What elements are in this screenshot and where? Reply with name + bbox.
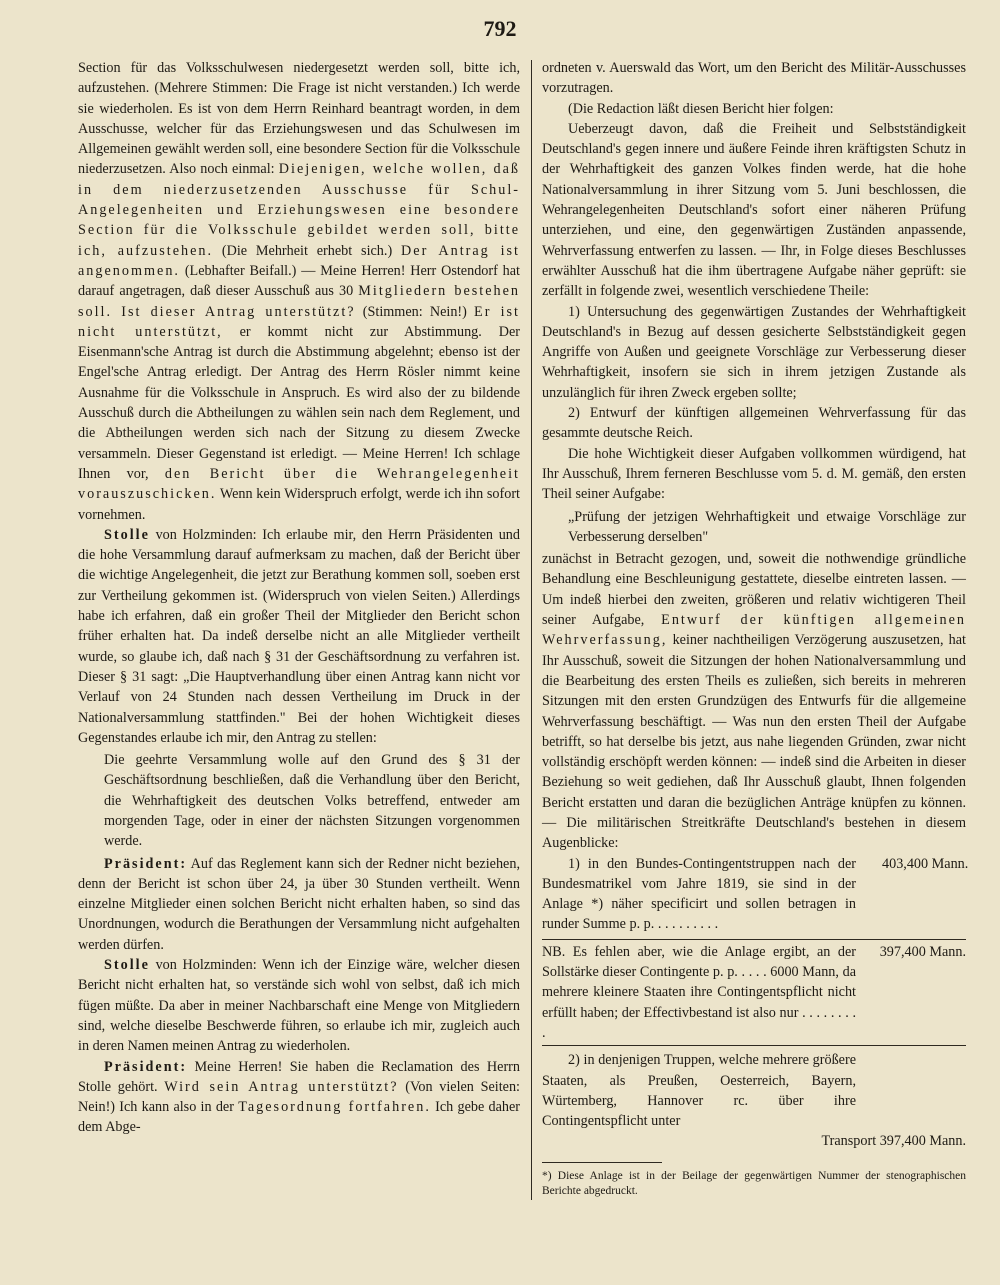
paragraph-auerswald: ordneten v. Auerswald das Wort, um den Bericht des Militär-Ausschusses vorzutragen.: [542, 60, 966, 97]
text-run: zunächst in Betracht gezogen, und, soweit die nothwendige gründliche Behandlung eine Beschleunigung gestattete, dieselbe eintreten lassen. — Um indeß hierbei den zweiten, größeren und relativ wichtigeren Theil seiner Aufgabe,: [542, 551, 966, 629]
spaced-text: Entwurf der künftigen allgemeinen Wehrverfassung,: [542, 612, 966, 649]
list-item-2: 2) Entwurf der künftigen allgemeinen Wehrverfassung für das gesammte deutsche Reich.: [542, 405, 966, 442]
text-run: Meine Herren! Sie haben die Reclamation des Herrn Stolle gehört.: [78, 1058, 520, 1095]
speaker-name: Stolle: [104, 526, 150, 543]
spaced-text: Diejenigen, welche wollen, daß in dem niederzusetzenden Ausschusse für Schul-Angelegenheiten und Erziehungswesen eine besondere Section für die Volksschule gebildet werden soll, bitte ich, aufzustehen.: [78, 161, 521, 259]
paragraph-president-1: [78, 854, 520, 955]
text-run: (Stimmen: Nein!): [355, 303, 475, 320]
motion-quote: Die geehrte Versammlung wolle auf den Grund des § 31 der Geschäftsordnung beschließen, daß die Verhandlung über den Bericht, die Wehrhaftigkeit des deutschen Volks betreffend, entweder am morgenden Tage, oder in einer der nächsten Sitzungen vorgenommen werde.: [104, 752, 520, 850]
paragraph-progress: [542, 549, 966, 853]
text-run: (Die Mehrheit erhebt sich.): [213, 242, 402, 259]
spaced-text: den Bericht über die Wehrangelegenheit vorauszuschicken.: [78, 465, 520, 503]
paragraph-redaction: (Die Redaction läßt diesen Bericht hier folgen:: [568, 100, 834, 117]
text-run: Wenn kein Widerspruch erfolgt, werde ich ihn sofort vornehmen.: [78, 486, 520, 523]
nb-text: NB. Es fehlen aber, wie die Anlage ergibt, an der Sollstärke dieser Contingente p. p. . . . . 6000 Mann, da mehrere kleinere Staaten ihre Contingentspflicht nicht erfüllt haben; der Effectivbestand ist also nur . . . . . . . . .: [542, 943, 856, 1041]
text-run: er kommt nicht zur Abstimmung. Der Eisenmann'sche Antrag ist durch die Abstimmung abgelehnt; ebenso ist der Engel'sche Antrag erledigt. Der Antrag des Herrn Rösler nimmt keine Ausnahme für die Volksschule in Anspruch. Es wird also der zu bildende Ausschuß durch die Abtheilungen zu wählen sein nach dem Reglement, und die Abtheilungen werden sich nach der Sitzung zu diesem Zwecke versammeln. Dieser Gegenstand ist erledigt. — Meine Herren! Ich schlage Ihnen vor,: [78, 323, 520, 482]
text-run: keiner nachtheiligen Verzögerung auszusetzen, hat Ihr Ausschuß, soweit die Sitzungen der hohen Nationalversammlung und die Bearbeitung des ersten Theils es zuließen, sich bereits in mehreren Sitzungen mit den ersten Grundzügen des Entwurfs für die allgemeine Wehrverfassung beschäftigt. — Was nun den ersten Theil der Aufgabe betrifft, so hat derselbe bis jetzt, aus nahe liegenden Gründen, zwar nicht vollständig erschöpft werden können: — indeß sind die Arbeiten in dieser Beziehung so weit gediehen, daß Ihr Ausschuß glaubt, Ihnen folgenden Bericht erstatten und daran die bezüglichen Anträge knüpfen zu können. — Die militärischen Streitkräfte Deutschland's bestehen in diesem Augenblicke:: [542, 632, 966, 852]
column-divider: [531, 60, 532, 1200]
left-column: [78, 58, 520, 1138]
paragraph-president-2: [78, 1057, 520, 1138]
paragraph-vote: [78, 58, 520, 525]
speaker-name: Stolle: [104, 957, 150, 974]
list-item-1: 1) Untersuchung des gegenwärtigen Zustandes der Wehrhaftigkeit Deutschland's in Bezug auf dessen gesicherte Selbstständigkeit gegen Angriffe von Außen und geeignete Vorschläge zur Verbesserung dieser Wehrhaftigkeit, insofern sie sich in ihrem jetzigen Zustande als unzulänglich für ihren Zweck ergeben sollte;: [542, 303, 966, 401]
paragraph-importance: Die hohe Wichtigkeit dieser Aufgaben vollkommen würdigend, hat Ihr Ausschuß, Ihrem ferneren Beschlusse vom 5. d. M. gemäß, den ersten Theil seiner Aufgabe:: [542, 445, 966, 503]
troop-value: 403,400 Mann.: [882, 855, 969, 872]
transport-line: Transport 397,400 Mann.: [821, 1133, 966, 1150]
text-run: (Von vielen Seiten: Nein!) Ich kann also in der: [78, 1078, 520, 1116]
spaced-text: Mitgliedern bestehen soll. Ist dieser Antrag unterstützt?: [78, 283, 520, 320]
spaced-text: Wird sein Antrag unterstützt?: [164, 1078, 399, 1095]
text-run: von Holzminden: Wenn ich der Einzige wäre, welcher diesen Bericht nicht erhalten hat, so verstände sich wohl von selbst, daß ich mich fügen müßte. Da aber in meiner Nachbarschaft eine Menge von Mitgliedern sind, welche dieselbe Beschwerde führen, so erlaube ich mir, zugleich auch in deren Namen meinen Antrag zu wiederholen.: [78, 957, 520, 1055]
paragraph-stolle-2: [78, 955, 520, 1056]
spaced-text: Tagesordnung fortfahren.: [238, 1099, 431, 1116]
footnote-rule: [542, 1162, 662, 1163]
paragraph-stolle-1: [78, 525, 520, 748]
nb-value: 397,400 Mann.: [879, 943, 966, 960]
paragraph-report-intro: Ueberzeugt davon, daß die Freiheit und Selbstständigkeit Deutschland's gegen innere und äußere Feinde ihren kräftigsten Schutz in der Wehrhaftigkeit des ganzen Volkes finden werde, hat die hohe Nationalversammlung in ihrer Sitzung vom 5. Juni beschlossen, die Wehrangelegenheiten Deutschland's sofort einer näheren Prüfung unterziehen, und eine, den gegenwärtigen Zuständen anpassende, Wehrverfassung entwerfen zu lassen. — Ihr, in Folge dieses Beschlusses erwählter Ausschuß hat die ihm übertragene Aufgabe näher geprüft: sie zerfällt in folgende zwei, wesentlich verschiedene Theile:: [542, 120, 966, 300]
text-run: von Holzminden: Ich erlaube mir, den Herrn Präsidenten und die hohe Versammlung darauf aufmerksam zu machen, daß der Bericht über die wichtige Angelegenheit, die jetzt zur Berathung kommen soll, soeben erst zur Vertheilung gekommen ist. (Widerspruch von vielen Seiten.) Allerdings habe ich erfahren, daß ein großer Theil der Mitglieder den Bericht schon früher erhalten hat. Da indeß derselbe nicht an alle Mitglieder vertheilt wurde, so glaube ich, daß nach § 31 der Geschäftsordnung zu verfahren ist. Dieser § 31 sagt: „Die Hauptverhandlung über einen Antrag kann nicht vor Verlauf von 24 Stunden nach dessen Vertheilung im Druck in der Nationalversammlung stattfinden." Bei der hohen Wichtigkeit dieses Gegenstandes erlaube ich mir, den Antrag zu stellen:: [78, 526, 520, 746]
troop-text: 2) in denjenigen Truppen, welche mehrere größere Staaten, als Preußen, Oesterreich, Bayern, Würtemberg, Hannover rc. über ihre Contingentspflicht unter: [542, 1052, 856, 1130]
troop-row-2: [542, 1050, 966, 1131]
page-number: 792: [483, 16, 517, 41]
text-run: Ich gebe daher dem Abge-: [78, 1099, 521, 1136]
speaker-name: Präsident:: [104, 855, 188, 872]
text-run: (Lebhafter Beifall.) — Meine Herren! Herr Ostendorf hat darauf angetragen, daß dieser Ausschuß aus 30: [78, 262, 520, 300]
troop-text: 1) in den Bundes-Contingentstruppen nach der Bundesmatrikel vom Jahre 1819, sie sind in der Anlage *) näher specificirt und sollen betragen in runder Summe p. p. . . . . . . . . .: [542, 855, 856, 933]
spaced-text: Der Antrag ist angenommen.: [78, 242, 520, 279]
nb-row: [542, 939, 966, 1046]
spaced-text: Er ist nicht unterstützt,: [78, 303, 520, 340]
text-run: Auf das Reglement kann sich der Redner nicht beziehen, denn der Bericht ist schon über 24, ja über 30 Stunden vertheilt. Wenn einzelne Mitglieder einen solchen Bericht nicht erhalten haben, so sind das Unordnungen, wodurch die Berathungen der Versammlung nicht aufgehalten werden dürfen.: [78, 855, 520, 953]
troop-row-1: [542, 854, 969, 935]
speaker-name: Präsident:: [104, 1058, 188, 1075]
task-quote: „Prüfung der jetzigen Wehrhaftigkeit und etwaige Vorschläge zur Verbesserung derselben": [568, 508, 966, 545]
footnote: *) Diese Anlage ist in der Beilage der gegenwärtigen Nummer der stenographischen Berichte abgedruckt.: [542, 1169, 966, 1197]
text-run: Section für das Volksschulwesen niedergesetzt werden soll, bitte ich, aufzustehen. (Mehrere Stimmen: Die Frage ist nicht verstanden.) Ich werde sie wiederholen. Es ist von dem Herrn Reinhard beantragt worden, in dem Ausschusse, welcher für das Erziehungswesen und das Schulwesen im Allgemeinen gewählt werden soll, eine besondere Section für die Volksschule niederzusetzen. Also noch einmal:: [78, 60, 520, 178]
right-column: [542, 58, 969, 1199]
